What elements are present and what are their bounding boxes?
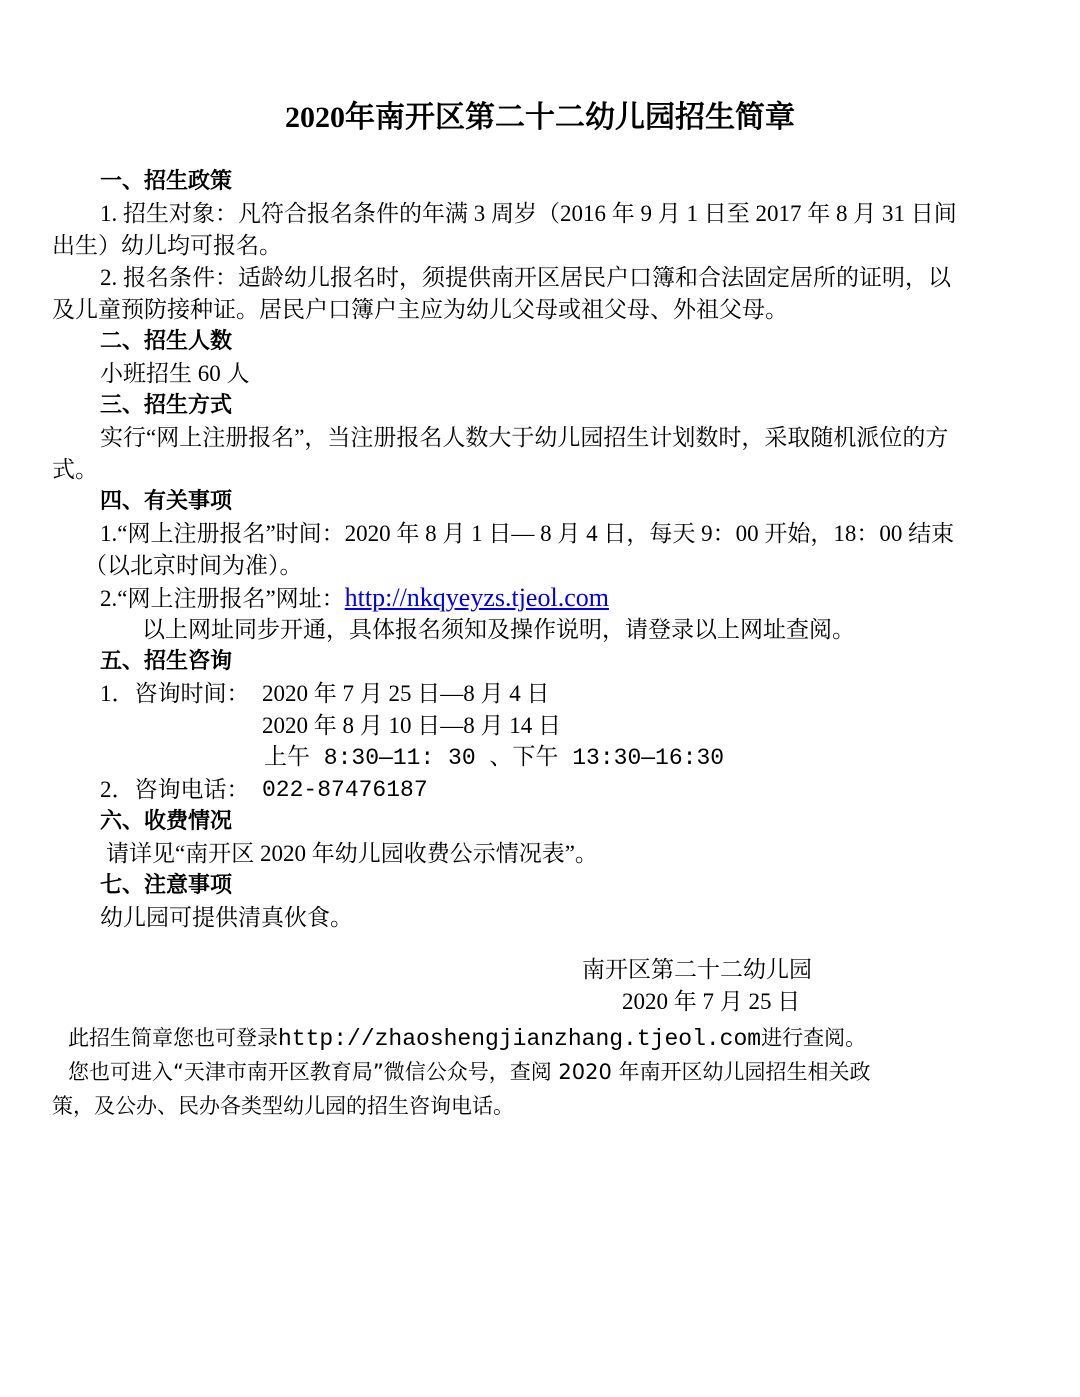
- section-heading-enrollment-method: 三、招生方式: [100, 393, 233, 418]
- enrollment-count-text: 小班招生 60 人: [100, 361, 250, 386]
- footer-line-3: 策，及公办、民办各类型幼儿园的招生咨询电话。: [52, 1094, 514, 1118]
- page-title: 2020年南开区第二十二幼儿园招生简章: [285, 101, 795, 134]
- fees-text: 请详见“南开区 2020 年幼儿园收费公示情况表”。: [106, 841, 598, 866]
- registration-url-line: [100, 582, 609, 615]
- section-heading-consultation: 五、招生咨询: [100, 649, 233, 674]
- consultation-time-3: 上午 8:30—11: 30 、下午 13:30—16:30: [264, 745, 725, 771]
- enrollment-method-line-2: 式。: [52, 457, 98, 482]
- section-heading-policy: 一、招生政策: [100, 169, 233, 194]
- consultation-phone: 022-87476187: [262, 777, 428, 803]
- consultation-time-2: 2020 年 8 月 10 日—8 月 14 日: [262, 713, 561, 738]
- registration-time-line-2: （以北京时间为准）。: [84, 553, 303, 578]
- registration-url-note: 以上网址同步开通，具体报名须知及操作说明，请登录以上网址查阅。: [142, 617, 855, 642]
- section-heading-enrollment-count: 二、招生人数: [100, 329, 233, 354]
- registration-url-label: 2.“网上注册报名”网址：: [100, 586, 345, 611]
- policy-item-2-line-2: 及儿童预防接种证。居民户口簿户主应为幼儿父母或祖父母、外祖父母。: [52, 297, 788, 322]
- policy-item-1-line-1: 1. 招生对象：凡符合报名条件的年满 3 周岁（2016 年 9 月 1 日至 2017 年 8 月 31 日间: [100, 201, 957, 226]
- policy-item-2-line-1: 2. 报名条件：适龄幼儿报名时，须提供南开区居民户口簿和合法固定居所的证明，以: [100, 265, 951, 290]
- registration-time-line-1: 1.“网上注册报名”时间：2020 年 8 月 1 日— 8 月 4 日，每天 9：00 开始，18：00 结束: [100, 521, 955, 546]
- footer-line-1: [68, 1022, 866, 1055]
- consultation-phone-label: 2．咨询电话：: [100, 777, 250, 802]
- footer-url-link[interactable]: http://zhaoshengjianzhang.tjeol.com: [278, 1026, 762, 1052]
- policy-item-1-line-2: 出生）幼儿均可报名。: [52, 233, 282, 258]
- notes-text: 幼儿园可提供清真伙食。: [100, 905, 353, 930]
- signature-organization: 南开区第二十二幼儿园: [582, 957, 812, 982]
- signature-date: 2020 年 7 月 25 日: [622, 989, 801, 1014]
- footer-line-1-suffix: 进行查阅。: [761, 1026, 867, 1050]
- footer-line-2: 您也可进入“天津市南开区教育局”微信公众号，查阅 2020 年南开区幼儿园招生相关政: [68, 1060, 871, 1084]
- section-heading-related-matters: 四、有关事项: [100, 489, 233, 514]
- registration-url-link[interactable]: http://nkqyeyzs.tjeol.com: [344, 583, 609, 612]
- enrollment-method-line-1: 实行“网上注册报名”，当注册报名人数大于幼儿园招生计划数时，采取随机派位的方: [100, 425, 949, 450]
- section-heading-fees: 六、收费情况: [100, 809, 233, 834]
- consultation-time-1: 2020 年 7 月 25 日—8 月 4 日: [262, 681, 550, 706]
- consultation-time-label: 1．咨询时间：: [100, 681, 250, 706]
- section-heading-notes: 七、注意事项: [100, 873, 233, 898]
- footer-line-1-prefix: 此招生简章您也可登录: [68, 1026, 278, 1050]
